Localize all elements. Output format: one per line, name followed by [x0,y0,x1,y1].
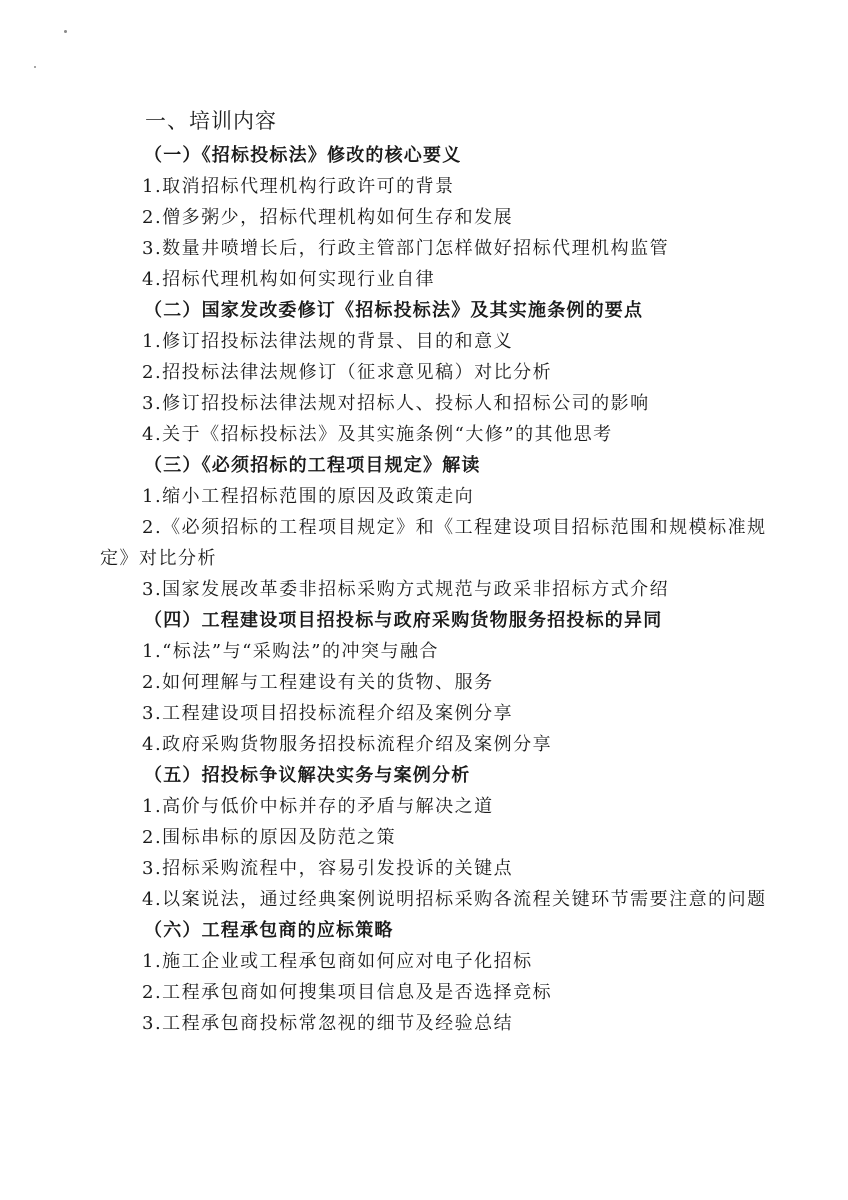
list-item: 4.关于《招标投标法》及其实施条例“大修”的其他思考 [142,424,613,445]
list-item: 1.缩小工程招标范围的原因及政策走向 [142,486,475,507]
list-item: 2.如何理解与工程建设有关的货物、服务 [142,672,494,693]
list-item-wrapped [100,884,780,915]
list-item: 3.数量井喷增长后，行政主管部门怎样做好招标代理机构监管 [142,238,670,259]
list-item: 4.政府采购货物服务招投标流程介绍及案例分享 [142,734,553,755]
section-heading: 一、培训内容 [145,109,277,133]
scan-speck [34,66,36,68]
list-item: 1.修订招投标法律法规的背景、目的和意义 [142,331,514,352]
subsection-title: （二）国家发改委修订《招标投标法》及其实施条例的要点 [144,300,644,321]
list-item: 3.国家发展改革委非招标采购方式规范与政采非招标方式介绍 [142,579,670,600]
list-item: 1.施工企业或工程承包商如何应对电子化招标 [142,951,533,972]
list-item: 3.工程建设项目招投标流程介绍及案例分享 [142,703,514,724]
list-item: 1.“标法”与“采购法”的冲突与融合 [142,641,439,662]
subsection-title: （五）招投标争议解决实务与案例分析 [144,765,471,786]
subsection-title: （三）《必须招标的工程项目规定》解读 [144,455,481,476]
list-item: 4.招标代理机构如何实现行业自律 [142,269,436,290]
list-item: 3.招标采购流程中，容易引发投诉的关键点 [142,858,514,879]
subsection-title: （一）《招标投标法》修改的核心要义 [144,145,462,166]
document-body [100,140,780,1039]
list-item-wrapped [100,512,780,574]
list-item: 1.取消招标代理机构行政许可的背景 [142,176,455,197]
scan-speck [64,30,67,33]
list-item: 2.工程承包商如何搜集项目信息及是否选择竞标 [142,982,553,1003]
list-item-text: 4.以案说法，通过经典案例说明招标采购各流程关键环节需要注意的问题 [142,889,767,910]
subsection-title: （六）工程承包商的应标策略 [144,920,394,941]
list-item: 2.招投标法律法规修订（征求意见稿）对比分析 [142,362,553,383]
list-item: 2.围标串标的原因及防范之策 [142,827,397,848]
list-item: 3.修订招投标法律法规对招标人、投标人和招标公司的影响 [142,393,650,414]
list-item: 3.工程承包商投标常忽视的细节及经验总结 [142,1013,514,1034]
list-item: 1.高价与低价中标并存的矛盾与解决之道 [142,796,494,817]
list-item: 2.僧多粥少，招标代理机构如何生存和发展 [142,207,514,228]
list-item-text: 2.《必须招标的工程项目规定》和《工程建设项目招标范围和规模标准规定》对比分析 [100,517,767,569]
subsection-title: （四）工程建设项目招投标与政府采购货物服务招投标的异同 [144,610,663,631]
